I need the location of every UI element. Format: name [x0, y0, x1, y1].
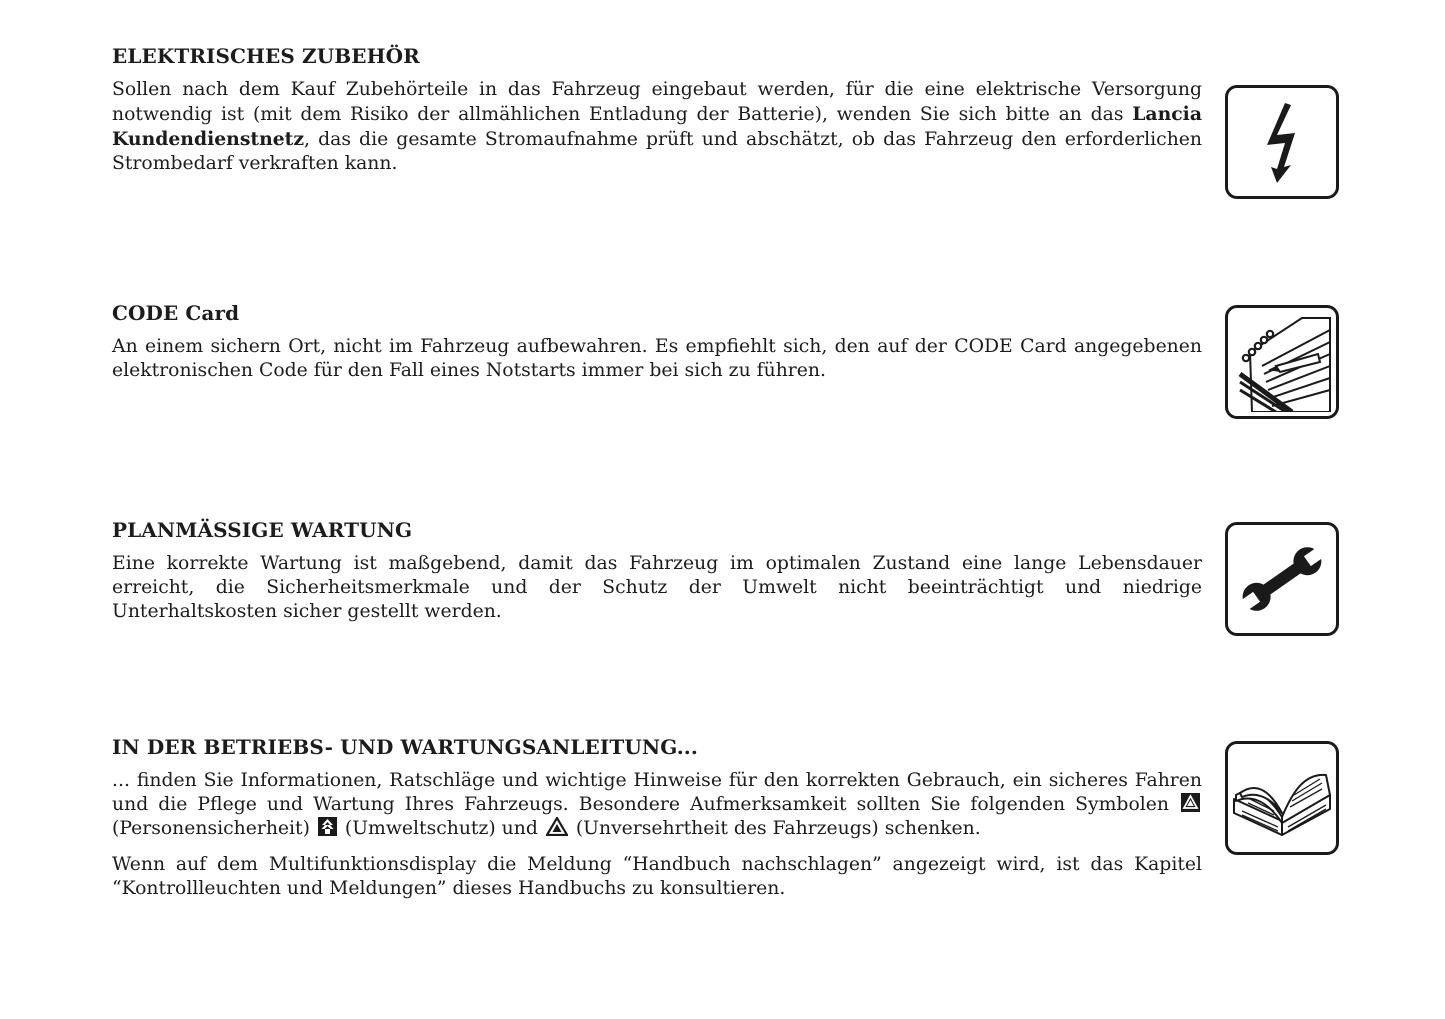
- vehicle-warning-icon: [546, 817, 568, 836]
- wrench-icon-box: [1225, 522, 1339, 636]
- section-title: ELEKTRISCHES ZUBEHÖR: [112, 44, 420, 68]
- lightning-icon: [1247, 99, 1317, 185]
- section-electrical-accessories: [112, 44, 1202, 176]
- section-title: CODE Card: [112, 301, 240, 325]
- section-paragraph: ... finden Sie Informationen, Ratschläge und wichtige Hinweise für den korrekten Gebrauch, ein sicheres Fahren und die Pflege und Wartung Ihres Fahrzeugs. Besondere Aufmerksamkeit sollten Sie folgenden Symbolen (Personensicherheit) (Umweltschutz) und (Unversehrtheit des Fahrzeugs) schenken.: [112, 770, 1202, 839]
- service-network-bold: Lancia Kundendienstnetz: [112, 103, 1202, 150]
- section-paragraph-display-message: Wenn auf dem Multifunktionsdisplay die Meldung “Handbuch nachschlagen” angezeigt wird, ist das Kapitel “Kontrollleuchten und Meldungen” dieses Handbuchs zu konsultieren.: [112, 854, 1202, 899]
- section-paragraph: Eine korrekte Wartung ist maßgebend, damit das Fahrzeug im optimalen Zustand eine lange Lebensdauer erreicht, die Sicherheitsmerkmale und der Schutz der Umwelt nicht beeinträchtigt und niedrige Unterhaltskosten sicher gestellt werden.: [112, 553, 1202, 622]
- section-paragraph: Sollen nach dem Kauf Zubehörteile in das Fahrzeug eingebaut werden, für die eine elektrische Versorgung notwendig ist (mit dem Risiko der allmählichen Entladung der Batterie), wenden Sie sich bitte an das Lancia Kundendienstnetz, das die gesamte Stromaufnahme prüft und abschätzt, ob das Fahrzeug den erforderlichen Strombedarf verkraften kann.: [112, 79, 1202, 174]
- section-code-card: [112, 301, 1202, 383]
- notebook-icon-box: [1225, 305, 1339, 419]
- section-owner-manual: [112, 735, 1202, 901]
- section-paragraph: An einem sichern Ort, nicht im Fahrzeug aufbewahren. Es empfiehlt sich, den auf der CODE Card angegebenen elektronischen Code für den Fall eines Notstarts immer bei sich zu führen.: [112, 336, 1202, 381]
- section-title: IN DER BETRIEBS- UND WARTUNGSANLEITUNG...: [112, 735, 698, 759]
- wrench-icon: [1237, 534, 1327, 624]
- open-book-icon: [1230, 753, 1334, 843]
- person-safety-icon: [1181, 793, 1200, 812]
- environment-icon: [318, 817, 337, 836]
- section-title: PLANMÄSSIGE WARTUNG: [112, 518, 413, 542]
- notebook-pencil-icon: [1232, 312, 1332, 412]
- section-scheduled-maintenance: [112, 518, 1202, 624]
- book-icon-box: [1225, 741, 1339, 855]
- lightning-icon-box: [1225, 85, 1339, 199]
